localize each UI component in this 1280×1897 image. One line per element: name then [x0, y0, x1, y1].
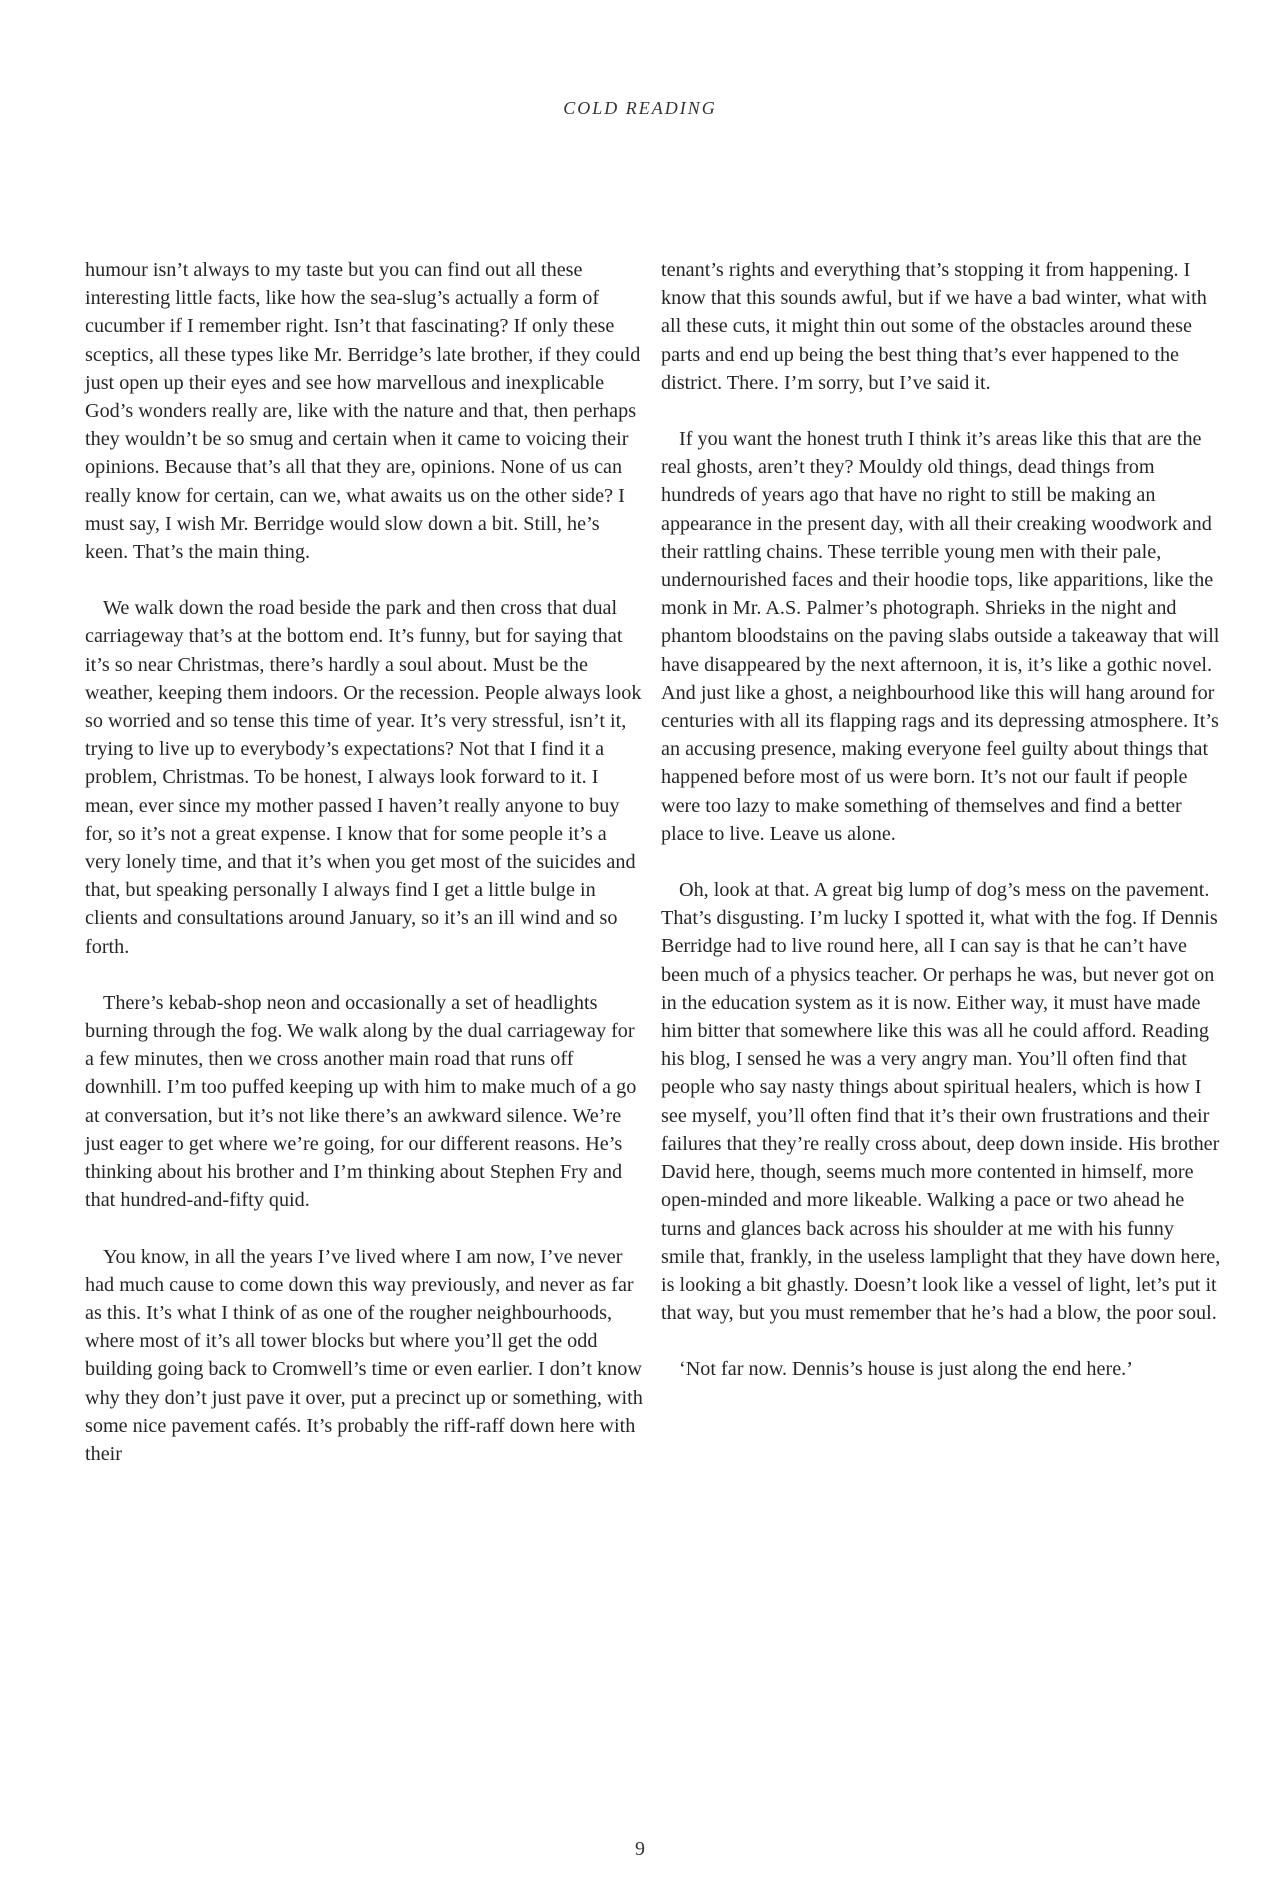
paragraph: tenant’s rights and everything that’s stopping it from happening. I know that this sounds awful, but if we have a bad winter, what with all these cuts, it might thin out some of the obstacles around these parts and end up being the best thing that’s ever happened to the district. There. I’m sorry, but I’ve said it.: [661, 259, 1207, 394]
paragraph: If you want the honest truth I think it’s areas like this that are the real ghosts, aren’t they? Mouldy old things, dead things from hundreds of years ago that have no right to still be making an appearance in the present day, with all their creaking woodwork and their rattling chains. These terrible young men with their pale, undernourished faces and their hoodie tops, like apparitions, like the monk in Mr. A.S. Palmer’s photograph. Shrieks in the night and phantom bloodstains on the paving slabs outside a takeaway that will have disappeared by the next afternoon, it is, it’s like a gothic novel. And just like a ghost, a neighbourhood like this will hang around for centuries with all its flapping rags and its depressing atmosphere. It’s an accusing presence, making everyone feel guilty about things that happened before most of us were born. It’s not our fault if people were too lazy to make something of themselves and find a better place to live. Leave us alone.: [661, 428, 1220, 845]
page-number: 9: [635, 1838, 645, 1860]
right-column: [661, 256, 1221, 1412]
paragraph: Oh, look at that. A great big lump of dog’s mess on the pavement. That’s disgusting. I’m lucky I spotted it, what with the fog. If Dennis Berridge had to live round here, all I can say is that he can’t have been much of a physics teacher. Or perhaps he was, but never got on in the education system as it is now. Either way, it must have made him bitter that somewhere like this was all he could afford. Reading his blog, I sensed he was a very angry man. You’ll often find that people who say nasty things about spiritual healers, which is how I see myself, you’ll often find that it’s their own frustrations and their failures that they’re really cross about, deep down inside. His brother David here, though, seems much more contented in himself, more open-minded and more likeable. Walking a pace or two ahead he turns and glances back across his shoulder at me with his funny smile that, frankly, in the useless lamplight that they have down here, is looking a bit ghastly. Doesn’t look like a vessel of light, let’s put it that way, but you must remember that he’s had a blow, the poor soul.: [661, 879, 1221, 1325]
running-head: COLD READING: [563, 98, 717, 118]
left-column: [85, 256, 645, 1496]
paragraph: There’s kebab-shop neon and occasionally a set of headlights burning through the fog. We walk along by the dual carriageway for a few minutes, then we cross another main road that runs off downhill. I’m too puffed keeping up with him to make much of a go at conversation, but it’s not like there’s an awkward silence. We’re just eager to get where we’re going, for our different reasons. He’s thinking about his brother and I’m thinking about Stephen Fry and that hundred-and-fifty quid.: [85, 991, 637, 1212]
paragraph: You know, in all the years I’ve lived where I am now, I’ve never had much cause to come down this way previously, and never as far as this. It’s what I think of as one of the rougher neighbourhoods, where most of it’s all tower blocks but where you’ll get the odd building going back to Cromwell’s time or even earlier. I don’t know why they don’t just pave it over, put a precinct up or something, with some nice pavement cafés. It’s probably the riff-raff down here with their: [85, 1245, 643, 1465]
paragraph: humour isn’t always to my taste but you can find out all these interesting little facts, like how the sea-slug’s actually a form of cucumber if I remember right. Isn’t that fascinating? If only these sceptics, all these types like Mr. Berridge’s late brother, if they could just open up their eyes and see how marvellous and inexplicable God’s wonders really are, like with the nature and that, then perhaps they wouldn’t be so smug and certain when it came to voicing their opinions. Because that’s all that they are, opinions. None of us can really know for certain, can we, what awaits us on the other side? I must say, I wish Mr. Berridge would slow down a bit. Still, he’s keen. That’s the main thing.: [85, 259, 641, 564]
paragraph: We walk down the road beside the park and then cross that dual carriageway that’s at the bottom end. It’s funny, but for saying that it’s so near Christmas, there’s hardly a soul about. Must be the weather, keeping them indoors. Or the recession. People always look so worried and so tense this time of year. It’s very stressful, isn’t it, trying to live up to everybody’s expectations? Not that I find it a problem, Christmas. To be honest, I always look forward to it. I mean, ever since my mother passed I haven’t really anyone to buy for, so it’s not a great expense. I know that for some people it’s a very lonely time, and that it’s when you get most of the suicides and that, but speaking personally I always find I get a little bulge in clients and consultations around January, so it’s an ill wind and so forth.: [85, 597, 642, 958]
paragraph: ‘Not far now. Dennis’s house is just along the end here.’: [679, 1358, 1133, 1381]
